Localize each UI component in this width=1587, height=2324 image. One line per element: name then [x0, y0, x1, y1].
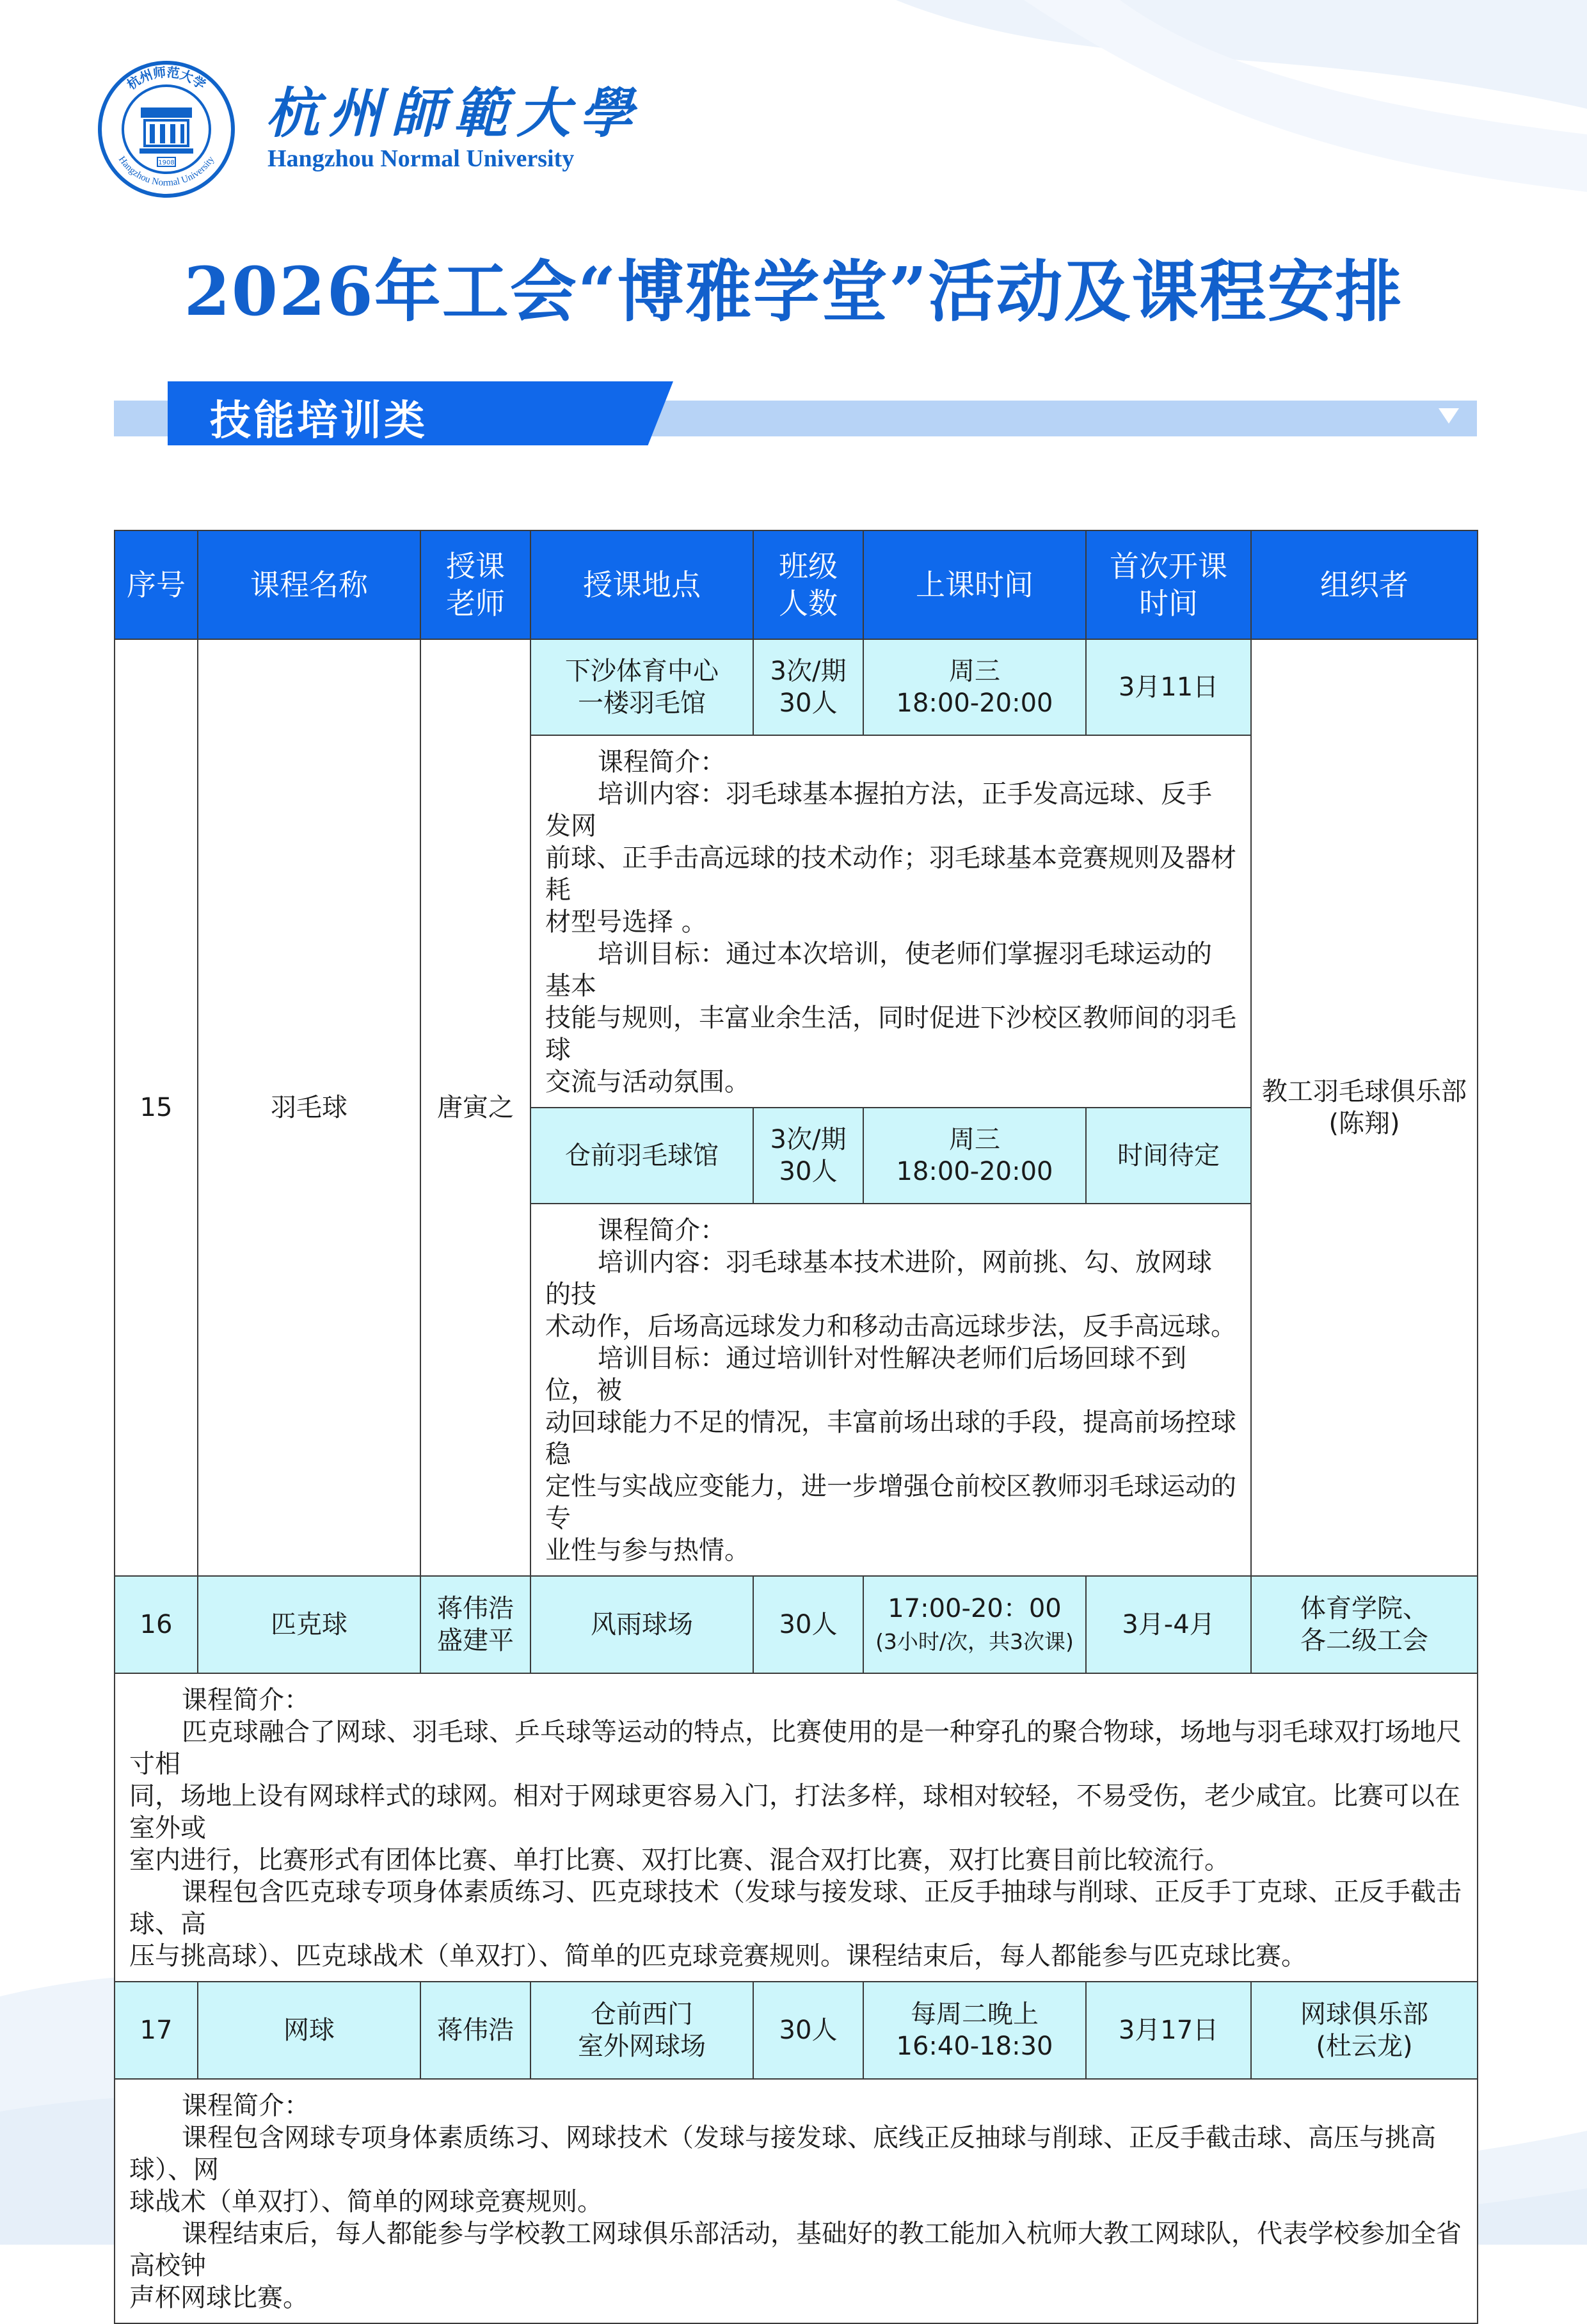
row-teacher: 蒋伟浩: [420, 1982, 530, 2079]
header-time: 上课时间: [863, 530, 1086, 639]
seal-text-en: Hangzhou Normal University: [116, 154, 217, 189]
row-size: 3次/期 30人: [753, 639, 863, 735]
row-first: 时间待定: [1086, 1108, 1251, 1204]
table-row: [115, 639, 1478, 735]
row-time: 每周二晚上 16:40-18:30: [863, 1982, 1086, 2079]
table-row-desc: [115, 2079, 1478, 2323]
row-size: 3次/期 30人: [753, 1108, 863, 1204]
row-course: 网球: [198, 1982, 420, 2079]
row-time: 17:00-20：00 (3小时/次，共3次课): [863, 1576, 1086, 1673]
row-time: 周三 18:00-20:00: [863, 1108, 1086, 1204]
header-size: 班级 人数: [753, 530, 863, 639]
course-description: 课程简介： 培训内容：羽毛球基本技术进阶，网前挑、勾、放网球的技 术动作，后场高远球发力和移动击高远球步法，反手高远球。 培训目标：通过培训针对性解决老师们后场回球不到位，被 动回球能力不足的情况，丰富前场出球的手段，提高前场控球稳 定性与实战应变能力，进一步增强仓前校区教师羽毛球运动的专 业性与参与热情。: [530, 1204, 1251, 1576]
row-location: 下沙体育中心 一楼羽毛馆: [530, 639, 753, 735]
row-first: 3月-4月: [1086, 1576, 1251, 1673]
header-first: 首次开课 时间: [1086, 530, 1251, 639]
row-teacher: 唐寅之: [420, 639, 530, 1576]
page-title: 2026年工会“博雅学堂”活动及课程安排: [184, 252, 1403, 331]
triangle-down-icon: [1439, 408, 1459, 424]
row-course: 羽毛球: [198, 639, 420, 1576]
header-course: 课程名称: [198, 530, 420, 639]
row-no: 16: [115, 1576, 198, 1673]
row-location: 仓前羽毛球馆: [530, 1108, 753, 1204]
table-row-desc: [115, 1673, 1478, 1982]
row-size: 30人: [753, 1982, 863, 2079]
row-organizer: 体育学院、 各二级工会: [1251, 1576, 1478, 1673]
row-organizer: 网球俱乐部 (杜云龙): [1251, 1982, 1478, 2079]
header-teacher: 授课 老师: [420, 530, 530, 639]
row-organizer: 教工羽毛球俱乐部 (陈翔): [1251, 639, 1478, 1576]
row-course: 匹克球: [198, 1576, 420, 1673]
row-first: 3月11日: [1086, 639, 1251, 735]
header-no: 序号: [115, 530, 198, 639]
university-name-cn: 杭州師範大學: [266, 81, 642, 145]
row-teacher: 蒋伟浩 盛建平: [420, 1576, 530, 1673]
university-name-en: Hangzhou Normal University: [267, 145, 575, 172]
table-row: [115, 1576, 1478, 1673]
course-description: 课程简介： 课程包含网球专项身体素质练习、网球技术（发球与接发球、底线正反抽球与削球、正反手截击球、高压与挑高球）、网 球战术（单双打）、简单的网球竞赛规则。 课程结束后，每人都能参与学校教工网球俱乐部活动，基础好的教工能加入杭师大教工网球队，代表学校参加全省高校钟 声杯网球比赛。: [115, 2079, 1478, 2323]
row-no: 17: [115, 1982, 198, 2079]
table-header-row: [115, 530, 1478, 639]
university-logo: [96, 59, 237, 200]
seal-year: 1908: [158, 159, 175, 166]
row-time: 周三 18:00-20:00: [863, 639, 1086, 735]
header-location: 授课地点: [530, 530, 753, 639]
schedule-table: [114, 530, 1478, 2324]
header-organizer: 组织者: [1251, 530, 1478, 639]
section-header: [114, 381, 1477, 447]
row-no: 15: [115, 639, 198, 1576]
section-label: 技能培训类: [210, 397, 427, 445]
row-location: 风雨球场: [530, 1576, 753, 1673]
row-location: 仓前西门 室外网球场: [530, 1982, 753, 2079]
seal-text-cn: 杭州师范大学: [124, 64, 209, 93]
course-description: 课程简介： 培训内容：羽毛球基本握拍方法，正手发高远球、反手发网 前球、正手击高远球的技术动作；羽毛球基本竞赛规则及器材耗 材型号选择 。 培训目标：通过本次培训，使老师们掌握羽毛球运动的基本 技能与规则，丰富业余生活，同时促进下沙校区教师间的羽毛球 交流与活动氛围。: [530, 735, 1251, 1108]
row-first: 3月17日: [1086, 1982, 1251, 2079]
table-row: [115, 1982, 1478, 2079]
row-size: 30人: [753, 1576, 863, 1673]
course-description: 课程简介： 匹克球融合了网球、羽毛球、乒乓球等运动的特点，比赛使用的是一种穿孔的聚合物球，场地与羽毛球双打场地尺寸相 同，场地上设有网球样式的球网。相对于网球更容易入门，打法多样，球相对较轻，不易受伤，老少咸宜。比赛可以在室外或 室内进行，比赛形式有团体比赛、单打比赛、双打比赛、混合双打比赛，双打比赛目前比较流行。 课程包含匹克球专项身体素质练习、匹克球技术（发球与接发球、正反手抽球与削球、正反手丁克球、正反手截击球、高 压与挑高球）、匹克球战术（单双打）、简单的匹克球竞赛规则。课程结束后，每人都能参与匹克球比赛。: [115, 1673, 1478, 1982]
